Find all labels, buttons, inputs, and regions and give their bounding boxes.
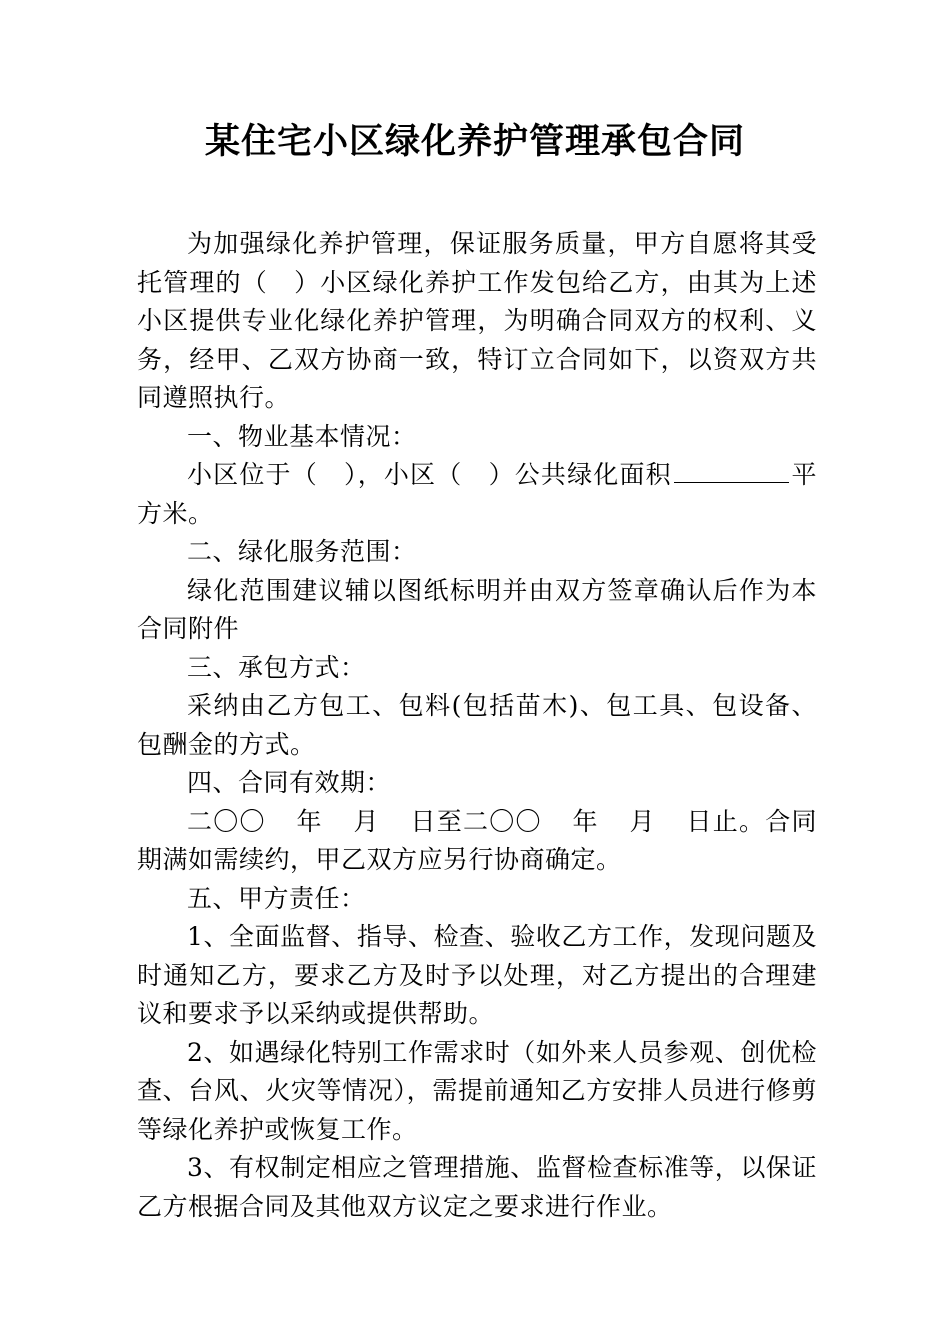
section3-heading: 三、承包方式： [187, 652, 366, 682]
date-part: 日至二〇〇 [409, 806, 542, 836]
date-part: 二〇〇 [187, 806, 266, 836]
date-part: 月 [352, 806, 380, 836]
section4-paragraph [137, 803, 817, 880]
date-part: 年 [295, 806, 323, 836]
section5-item-3: 3、有权制定相应之管理措施、监督检查标准等，以保证乙方根据合同及其他双方议定之要求进行作业。 [137, 1153, 817, 1221]
section1-text-b: 平方米。 [137, 460, 817, 528]
section5-item-1: 1、全面监督、指导、检查、验收乙方工作，发现问题及时通知乙方，要求乙方及时予以处理，对乙方提出的合理建议和要求予以采纳或提供帮助。 [137, 922, 817, 1028]
date-part: 年 [571, 806, 599, 836]
intro-paragraph: 为加强绿化养护管理，保证服务质量，甲方自愿将其受托管理的（ ）小区绿化养护工作发包给乙方，由其为上述小区提供专业化绿化养护管理，为明确合同双方的权利、义务，经甲、乙双方协商一致，特订立合同如下，以资双方共同遵照执行。 [137, 229, 817, 412]
section3-paragraph: 采纳由乙方包工、包料(包括苗木)、包工具、包设备、包酬金的方式。 [137, 691, 817, 759]
section1-text-a: 小区位于（ ），小区（ ）公共绿化面积 [187, 460, 672, 489]
document-body [137, 225, 817, 1226]
section1-paragraph [137, 456, 817, 533]
section1-heading: 一、物业基本情况： [187, 421, 417, 451]
section4-heading: 四、合同有效期： [187, 768, 392, 797]
area-blank-line [674, 481, 789, 483]
section5-heading: 五、甲方责任： [187, 883, 366, 913]
section5-item-2: 2、如遇绿化特别工作需求时（如外来人员参观、创优检查、台风、火灾等情况），需提前通知乙方安排人员进行修剪等绿化养护或恢复工作。 [137, 1037, 817, 1144]
section2-paragraph: 绿化范围建议辅以图纸标明并由双方签章确认后作为本合同附件 [137, 575, 817, 643]
document-title: 某住宅小区绿化养护管理承包合同 [204, 121, 745, 162]
date-part: 月 [628, 806, 656, 836]
date-part: 日止。合同期满如需续约，甲乙双方应另行协商确定。 [137, 806, 817, 874]
section2-heading: 二、绿化服务范围： [187, 537, 417, 566]
